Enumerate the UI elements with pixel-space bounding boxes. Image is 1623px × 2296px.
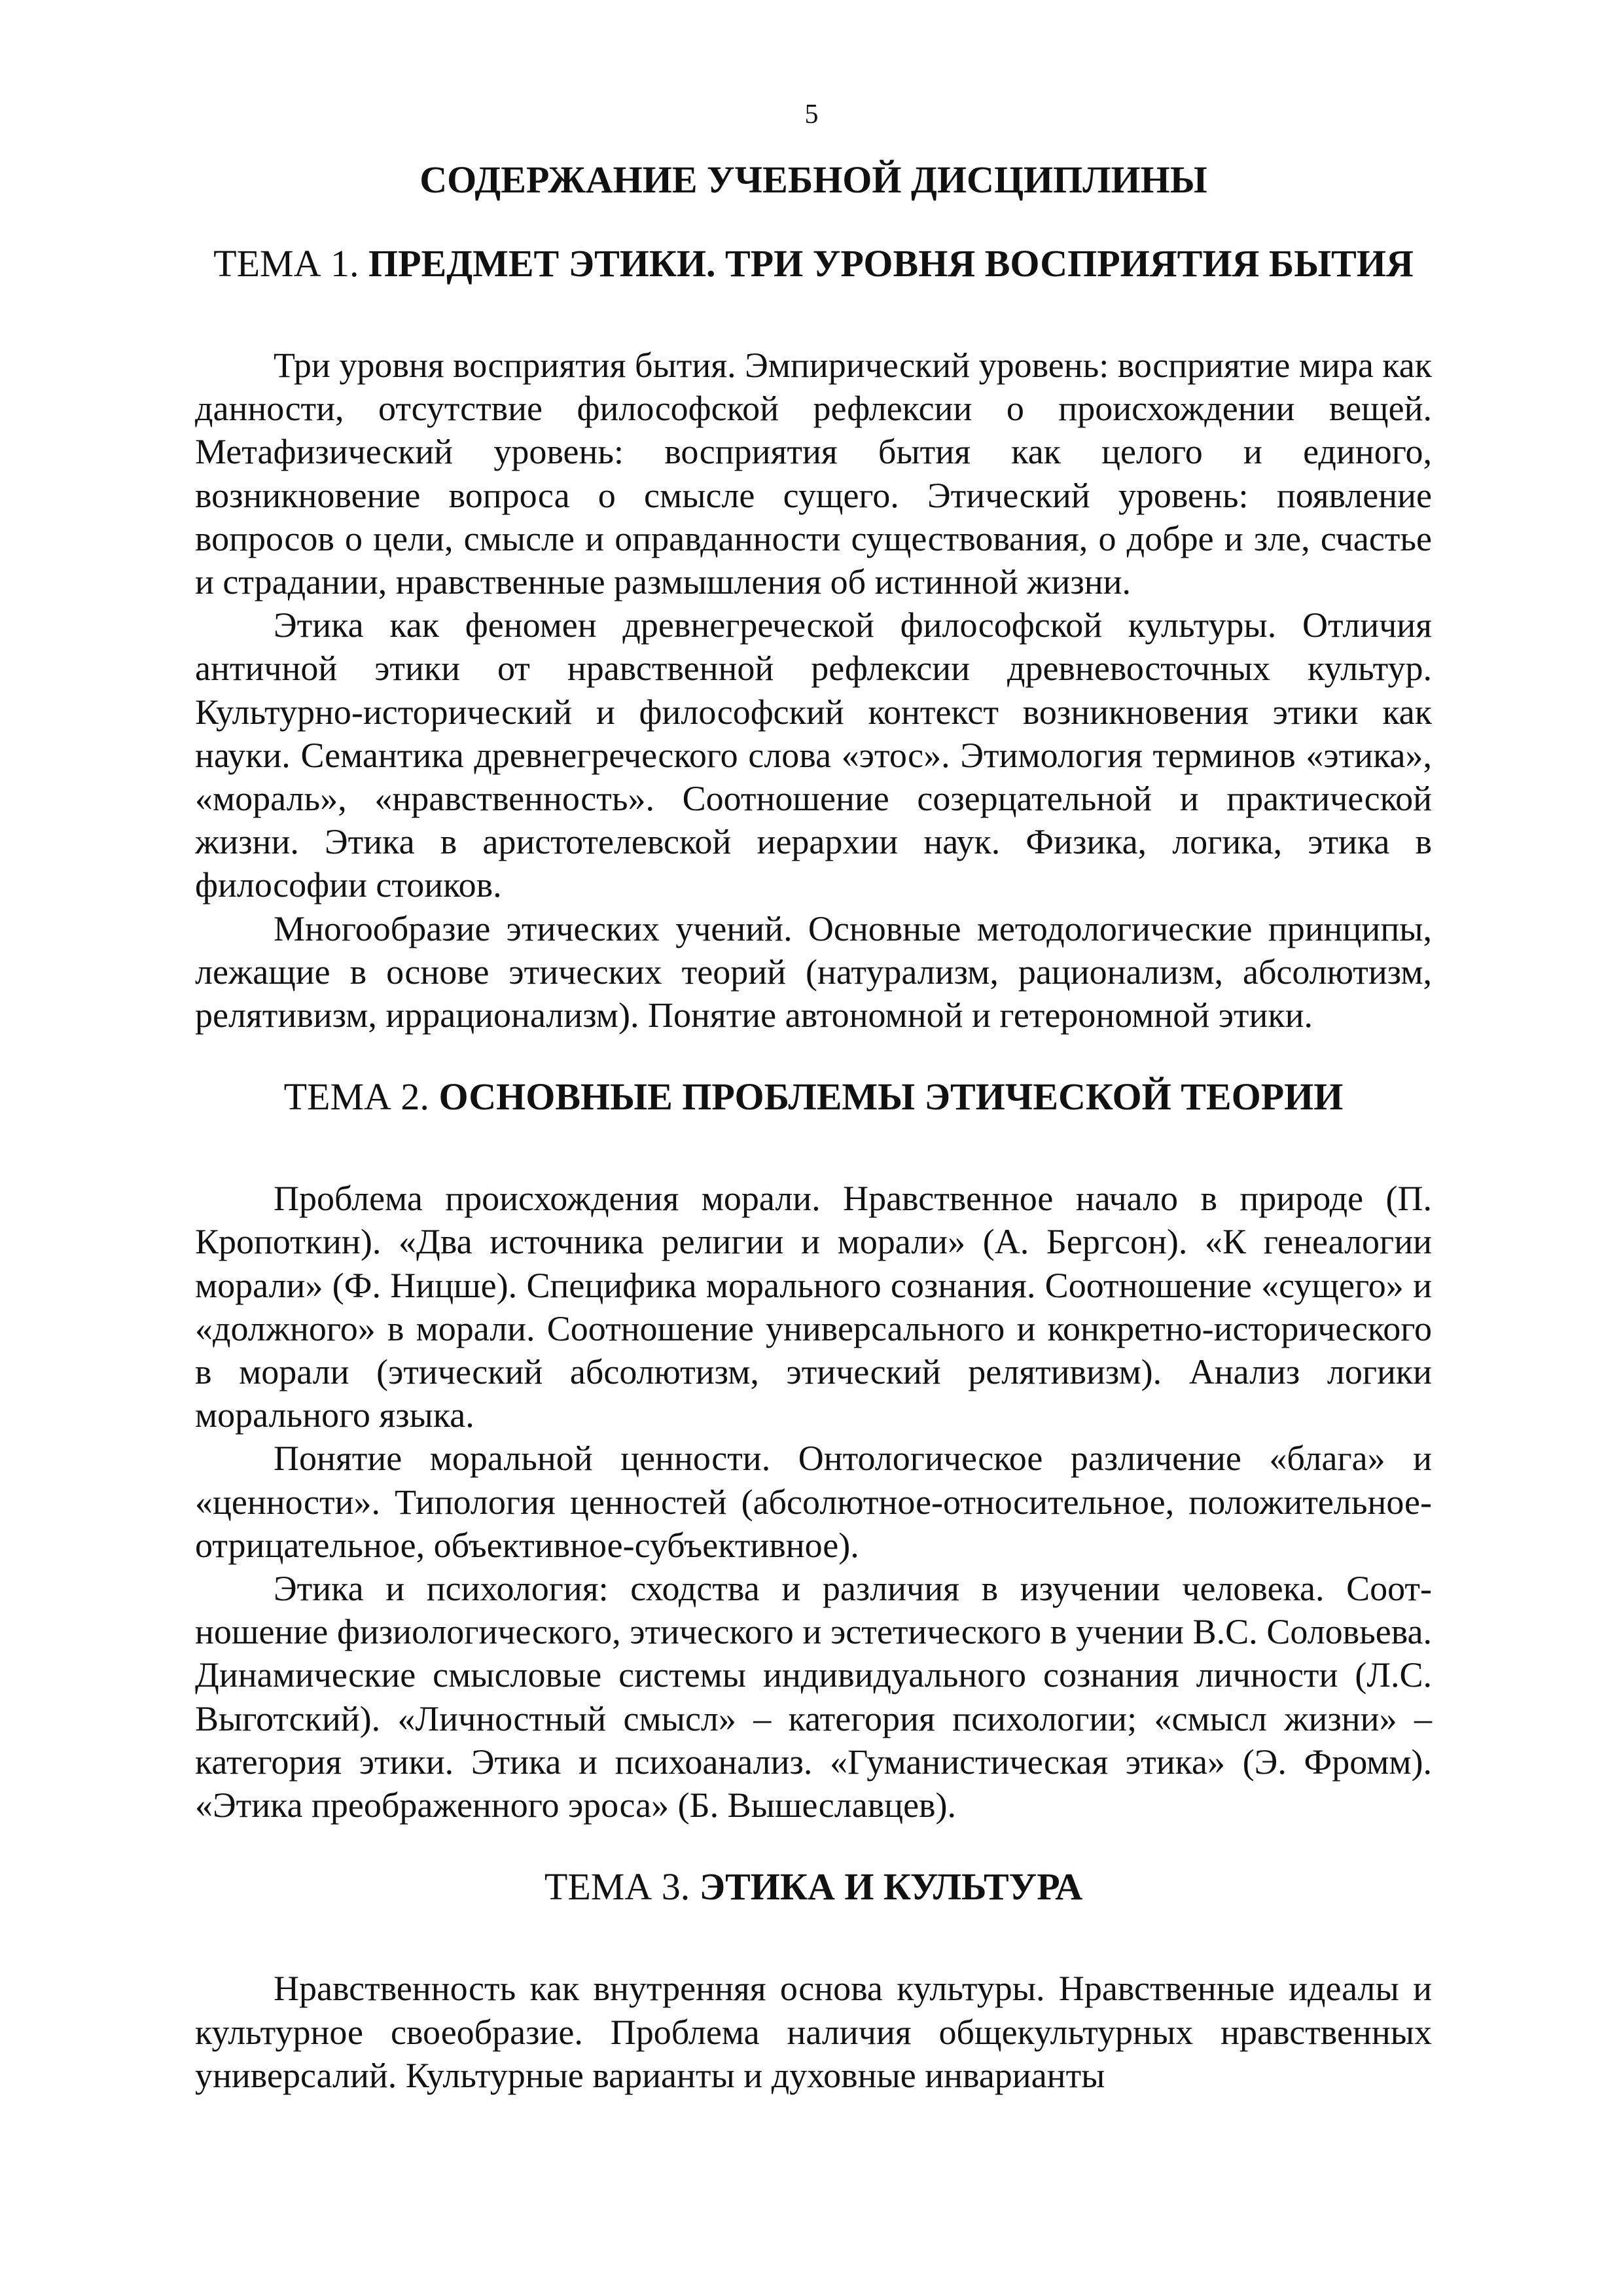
topic-2-body xyxy=(195,1177,1432,1827)
topic-1-title: ПРЕДМЕТ ЭТИКИ. ТРИ УРОВНЯ ВОСПРИЯТИЯ БЫТИЯ xyxy=(368,242,1414,285)
topic-3-heading xyxy=(195,1861,1432,1913)
page-number: 5 xyxy=(804,99,819,130)
topic-2-paragraph: Понятие моральной ценности. Онтологическое различение «блага» и «ценности». Типология ценностей (абсолютное-относительное, положительное-отрицательное, объективное-субъективное). xyxy=(195,1439,1432,1565)
topic-2-paragraph: Этика и психология: сходства и различия в изучении человека. Соотношение физиологического, этического и эстетического в учении B.C. Соловьева. Динамические смысловые системы индивидуального сознания личности (Л.С. Выготский). «Личностный смысл» – категория психологии; «смысл жизни» – категория этики. Этика и психоанализ. «Гуманистическая этика» (Э. Фромм). «Этика преображенного эроса» (Б. Вышеславцев). xyxy=(195,1569,1432,1825)
topic-2-paragraph: Проблема происхождения морали. Нравственное начало в природе (П. Кропоткин). «Два источника религии и морали» (А. Бергсон). «К генеалогии морали» (Ф. Ницше). Специфика морального сознания. Соотношение «сущего» и «должного» в морали. Соотношение универсального и конкретно-исторического в морали (этический абсолютизм, этический релятивизм). Анализ логики морального языка. xyxy=(195,1179,1432,1435)
topic-3-paragraph: Нравственность как внутренняя основа культуры. Нравственные идеалы и культурное своеобразие. Проблема наличия общекультурных нравственных универсалий. Культурные варианты и духовные инварианты xyxy=(195,1969,1432,2095)
topic-3-body xyxy=(195,1967,1432,2097)
topic-1-heading xyxy=(195,238,1432,290)
topic-2-prefix: ТЕМА 2. xyxy=(283,1075,439,1119)
topic-1-paragraph: Многообразие этических учений. Основные методологические принципы, лежащие в основе этических теорий (натурализм, рационализм, абсолютизм, релятивизм, иррационализм). Понятие автономной и гетерономной этики. xyxy=(195,908,1432,1035)
topic-2-heading xyxy=(195,1071,1432,1123)
topic-1-prefix: ТЕМА 1. xyxy=(213,242,368,285)
topic-3-title: ЭТИКА И КУЛЬТУРА xyxy=(699,1865,1083,1909)
page-content xyxy=(195,154,1432,2097)
topic-1-paragraph: Три уровня восприятия бытия. Эмпирический уровень: восприятие мира как данности, отсутствие философской рефлексии о происхождении вещей. Метафизический уровень: восприятия бытия как целого и единого, возникновение вопроса о смысле сущего. Этический уровень: появление вопросов о цели, смысле и оправданности существования, о добре и зле, счастье и страдании, нравственные размышления об истинной жизни. xyxy=(195,346,1432,602)
topic-2-title: ОСНОВНЫЕ ПРОБЛЕМЫ ЭТИЧЕСКОЙ ТЕОРИИ xyxy=(438,1075,1344,1119)
main-title: СОДЕРЖАНИЕ УЧЕБНОЙ ДИСЦИПЛИНЫ xyxy=(419,158,1207,201)
topic-3-prefix: ТЕМА 3. xyxy=(544,1865,700,1909)
topic-1-body xyxy=(195,344,1432,1037)
topic-1-paragraph: Этика как феномен древнегреческой философской культуры. Отличия античной этики от нравственной рефлексии древневосточных культур. Культурно-исторический и философский контекст возникновения этики как науки. Семантика древнегреческого слова «этос». Этимология терминов «этика», «мораль», «нравственность». Соотношение созерцательной и практической жизни. Этика в аристотелевской иерархии наук. Физика, логика, этика в философии стоиков. xyxy=(195,605,1432,905)
